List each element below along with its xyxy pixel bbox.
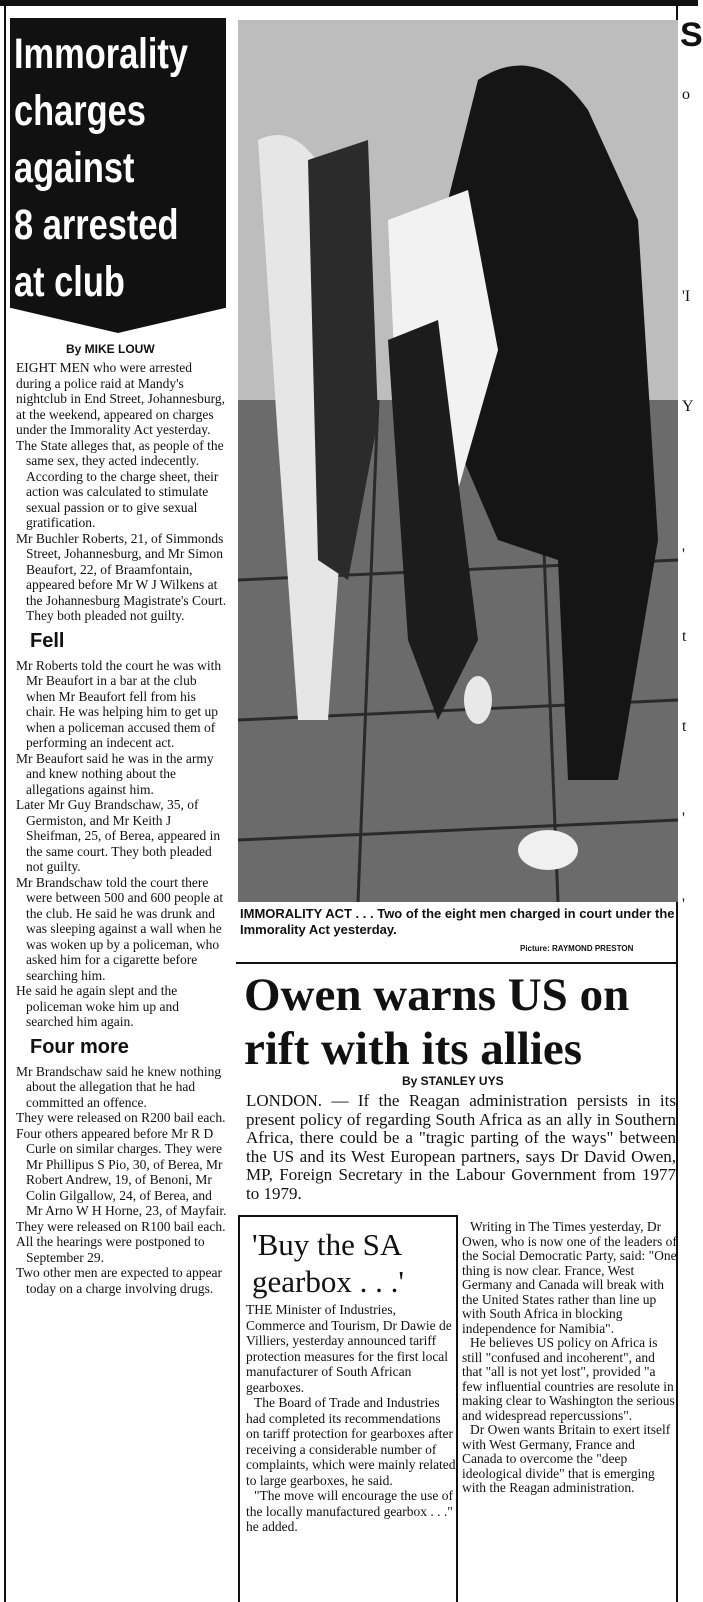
- main-headline: [14, 26, 188, 311]
- owen-paragraph: Dr Owen wants Britain to exert itself with West Germany, France and Canada to overcome the "deep ideological divide" that is emerging with the Reagan administration.: [462, 1422, 671, 1495]
- edge-fragment: ': [682, 810, 685, 827]
- edge-fragment: 'I: [682, 288, 691, 305]
- headline-line: against: [14, 144, 135, 192]
- headline-line: at club: [14, 258, 125, 306]
- story-paragraph: Mr Beaufort said he was in the army and knew nothing about the allegations against him.: [16, 750, 214, 797]
- story-paragraph: Mr Brandschaw said he knew nothing about the allegation that he had committed an offence.: [16, 1063, 222, 1110]
- story-paragraph: The State alleges that, as people of the same sex, they acted indecently. According to the charge sheet, their action was calculated to stimulate sexual passion or to give sexual gratification.: [16, 437, 224, 530]
- photo-credit: Picture: RAYMOND PRESTON: [520, 944, 634, 953]
- top-rule: [0, 0, 698, 6]
- owen-continuation: [462, 1220, 677, 1496]
- edge-fragment: o: [682, 86, 690, 103]
- gearbox-paragraph: "The move will encourage the use of the locally manufactured gearbox . . ." he added.: [246, 1488, 453, 1534]
- edge-fragment: t: [682, 718, 687, 735]
- photo-caption: IMMORALITY ACT . . . Two of the eight men charged in court under the Immorality Act yesterday.: [240, 906, 675, 937]
- owen-headline: Owen warns US on rift with its allies: [244, 969, 630, 1075]
- photo-illustration: [238, 20, 678, 902]
- story-paragraph: Mr Roberts told the court he was with Mr Beaufort in a bar at the club when Mr Beaufort fell from his chair. He was helping him to get up when a policeman accused them of performing an indecent act.: [16, 657, 222, 750]
- headline-line: charges: [14, 87, 146, 135]
- story-lead: EIGHT MEN who were arrested during a police raid at Mandy's nightclub in End Street, Johannesburg, at the weekend, appeared on charges under the Immorality Act yesterday.: [16, 360, 225, 437]
- gearbox-paragraph: THE Minister of Industries, Commerce and Tourism, Dr Dawie de Villiers, yesterday announced tariff protection measures for the first local manufacturer of South African gearboxes.: [246, 1302, 452, 1395]
- subhead-fell: Fell: [30, 629, 65, 652]
- owen-byline: By STANLEY UYS: [402, 1074, 504, 1088]
- owen-lead: LONDON. — If the Reagan administration persists in its present policy of regarding South Africa as an ally in Southern Africa, there could be a "tragic parting of the ways" between the US and its West European partners, says Dr David Owen, MP, Foreign Secretary in the Labour Government from 1977 to 1979.: [246, 1091, 676, 1203]
- edge-fragment: S: [680, 16, 703, 54]
- edge-fragment: Y: [682, 398, 694, 415]
- story-paragraph: He said he again slept and the policeman woke him up and searched him again.: [16, 983, 179, 1029]
- byline: By MIKE LOUW: [66, 342, 155, 356]
- story-divider-rule: [236, 962, 678, 964]
- edge-fragment: ': [682, 896, 685, 913]
- story-paragraph: Four others appeared before Mr R D Curle on similar charges. They were Mr Phillipus S Pio, 30, of Berea, Mr Robert Andrew, 19, of Benoni, Mr Colin Gilgallow, 24, of Berea, and Mr Arno W H Horne, 23, of Mayfair.: [16, 1125, 227, 1218]
- story-paragraph: Later Mr Guy Brandschaw, 35, of Germiston, and Mr Keith J Sheifman, 25, of Berea, appeared in the same court. They both pleaded not guilty.: [16, 797, 221, 874]
- owen-paragraph: Writing in The Times yesterday, Dr Owen, who is now one of the leaders of the Social Democratic Party, said: "One thing is now clear. France, West Germany and Canada will break with the United States rather than line up with South Africa in blocking independence for Namibia".: [462, 1219, 677, 1336]
- subhead-four-more: Four more: [30, 1035, 129, 1058]
- gearbox-story: [246, 1302, 456, 1535]
- edge-fragment: t: [682, 628, 687, 645]
- gearbox-paragraph: The Board of Trade and Industries had completed its recommendations on tariff protection for gearboxes after receiving a considerable number of complaints, which were mainly related to large gearboxes, he said.: [246, 1395, 456, 1488]
- story-paragraph: Two other men are expected to appear today on a charge involving drugs.: [16, 1265, 222, 1296]
- main-story: [16, 360, 228, 1296]
- owen-paragraph: He believes US policy on Africa is still "confused and incoherent", and that "all is not yet lost", provided "a few influential countries are resolute in making clear to Washington the serious and widespread repercussions".: [462, 1335, 675, 1423]
- edge-fragment: ': [682, 546, 685, 563]
- story-paragraph: Mr Buchler Roberts, 21, of Simmonds Street, Johannesburg, and Mr Simon Beaufort, 22, of Braamfontain, appeared before Mr W J Wilkens at the Johannesburg Magistrate's Court. They both pleaded not guilty.: [16, 530, 227, 623]
- story-paragraph: All the hearings were postponed to September 29.: [16, 1234, 205, 1265]
- headline-line: Immorality: [14, 30, 188, 78]
- news-photo: [238, 20, 678, 902]
- gearbox-headline: 'Buy the SA gearbox . . .': [252, 1227, 404, 1299]
- left-frame-rule: [4, 6, 6, 1602]
- headline-line: 8 arrested: [14, 201, 179, 249]
- story-paragraph: Mr Brandschaw told the court there were between 500 and 600 people at the club. He said he was drunk and was sleeping against a wall when he was woken up by a policeman, who asked him for a cigarette before searching him.: [16, 874, 224, 983]
- story-paragraph: They were released on R100 bail each.: [16, 1218, 226, 1234]
- story-paragraph: They were released on R200 bail each.: [16, 1110, 226, 1125]
